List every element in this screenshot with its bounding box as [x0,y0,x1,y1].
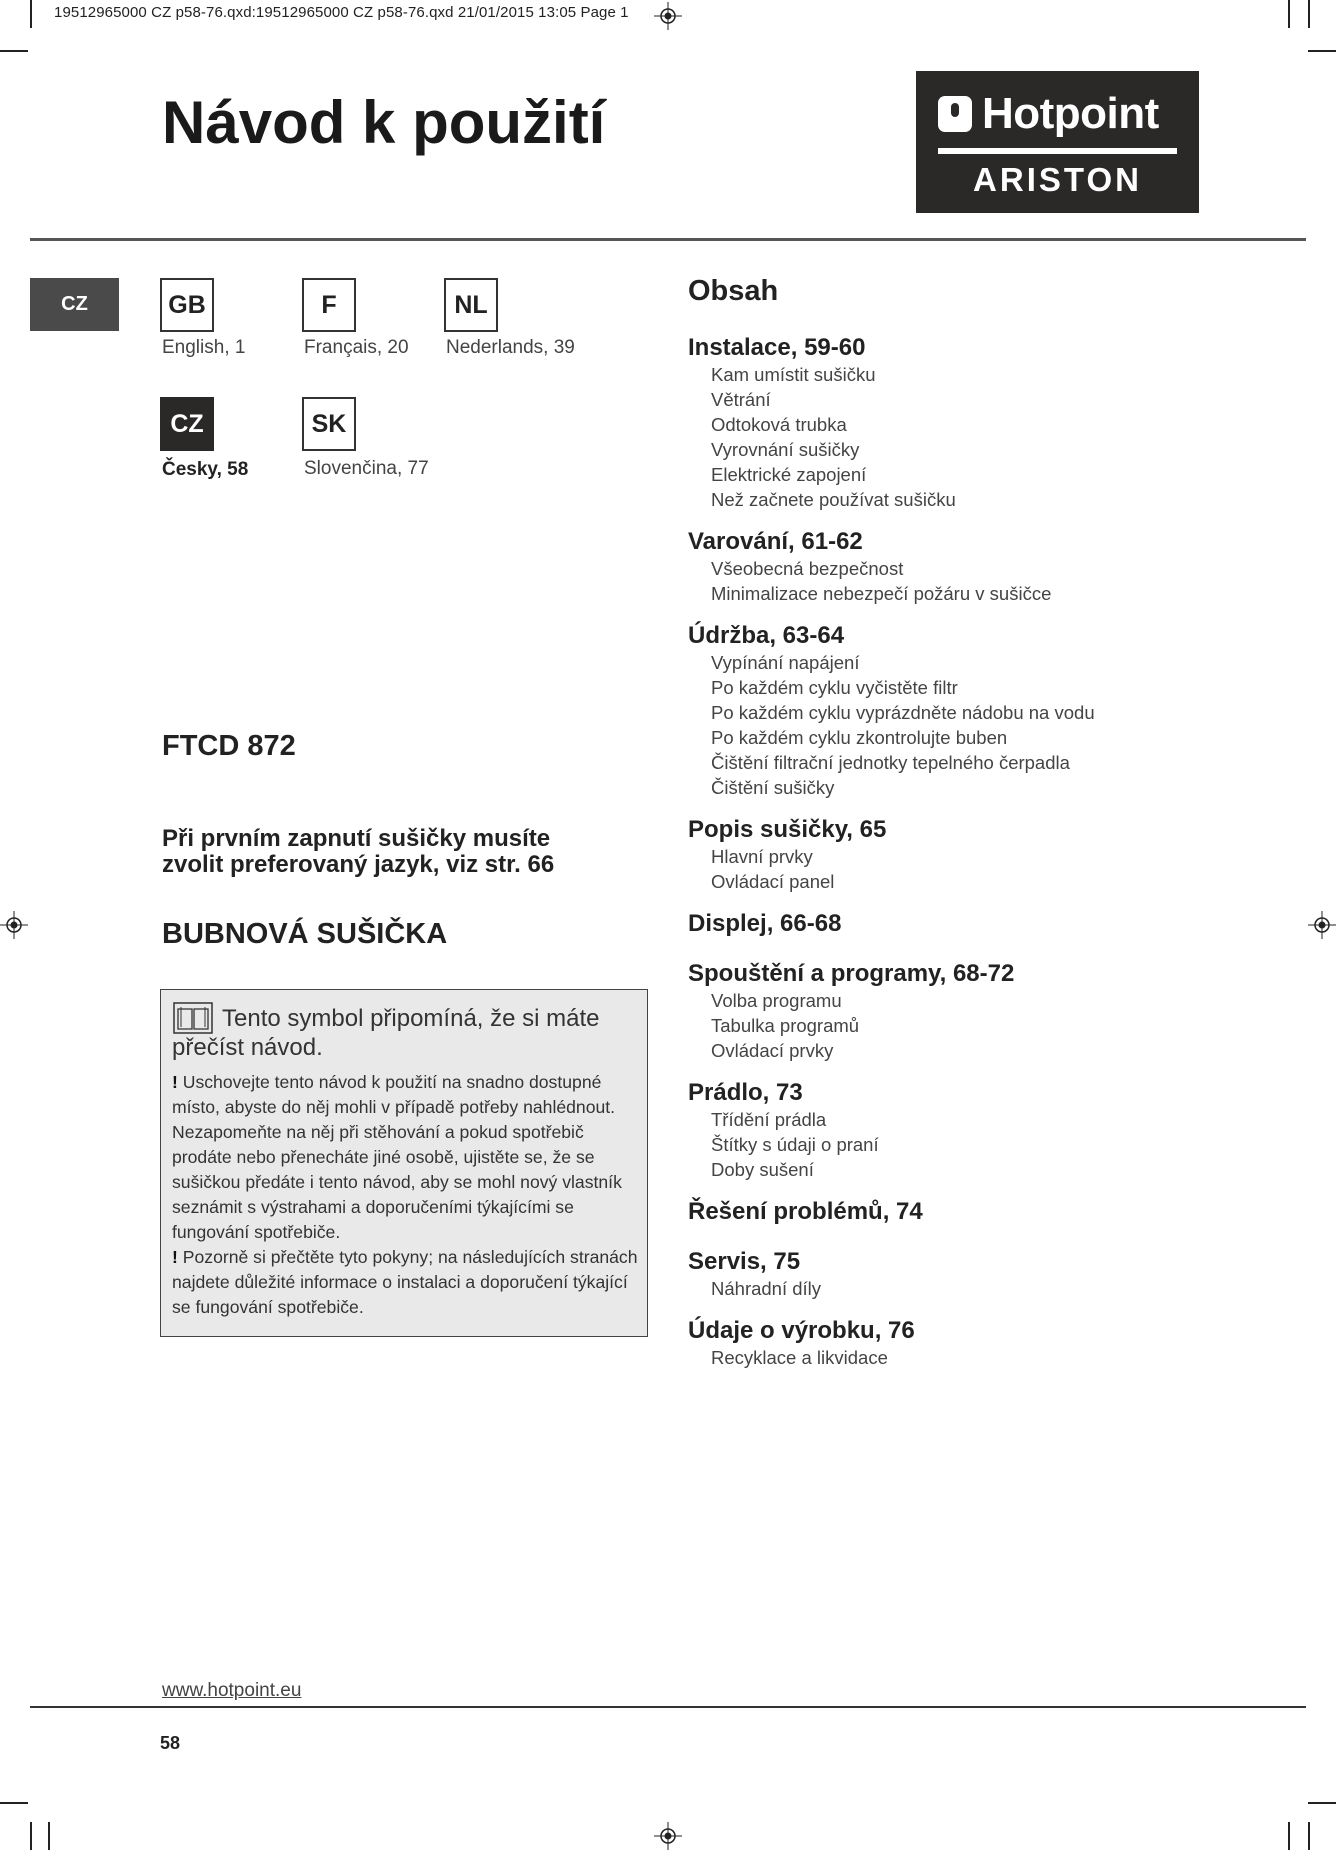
crop-mark [1288,0,1290,28]
notice-paragraph [172,1245,647,1320]
notice-lead [172,1004,632,1062]
toc-item: Vypínání napájení [711,652,860,673]
table-of-contents [688,334,1248,1386]
page-number: 58 [160,1733,181,1753]
registration-mark-icon [654,1822,682,1850]
toc-heading: Displej, 66-68 [688,910,842,937]
toc-item: Minimalizace nebezpečí požáru v sušičce [711,583,1052,604]
notice-paragraph-text: Pozorně si přečtěte tyto pokyny; na následujících stranách najdete důležité informace o instalaci a doporučení týkající se fungování spotřebiče. [172,1247,638,1317]
toc-section [688,1198,1248,1226]
toc-section [688,960,1248,1063]
toc-item: Větrání [711,389,771,410]
crop-mark [0,1802,28,1804]
toc-item: Všeobecná bezpečnost [711,558,904,579]
crop-mark [30,1822,32,1850]
crop-mark [1288,1822,1290,1850]
toc-item: Po každém cyklu vyčistěte filtr [711,677,958,698]
first-use-note [162,826,632,878]
crop-mark [48,1822,50,1850]
contents-title: Obsah [688,275,779,307]
toc-item: Ovládací panel [711,871,835,892]
toc-item: Ovládací prvky [711,1040,834,1061]
logo-brand [938,89,1159,139]
toc-item: Čištění sušičky [711,777,835,798]
notice-paragraph-text: Uschovejte tento návod k použití na snadno dostupné místo, abyste do něj mohli v případě potřeby nahlédnout. Nezapomeňte na něj při stěhování a pokud spotřebič prodáte nebo přenecháte jiné osobě, ujistěte se, že se sušičkou předáte i tento návod, aby se mohl nový vlastník seznámit s výstrahami a doporučeními týkajícími se fungování spotřebiče. [172,1072,622,1242]
brand-logo [916,71,1199,213]
lang-box-gb[interactable]: GB [160,278,214,332]
crop-mark [0,50,28,52]
toc-heading: Údaje o výrobku, 76 [688,1317,915,1344]
header-rule [30,238,1306,241]
toc-item: Odtoková trubka [711,414,847,435]
registration-mark-icon [1308,911,1336,939]
exclamation-icon: ! [172,1072,178,1092]
lang-label-sk: Slovenčina, 77 [304,458,429,479]
toc-heading: Prádlo, 73 [688,1079,803,1106]
hotpoint-logo-icon [938,96,972,132]
lang-label-nl: Nederlands, 39 [446,337,575,358]
lang-box-nl[interactable]: NL [444,278,498,332]
toc-section [688,1317,1248,1370]
lang-box-f[interactable]: F [302,278,356,332]
toc-section [688,334,1248,512]
toc-section [688,1248,1248,1301]
toc-item: Elektrické zapojení [711,464,867,485]
page-title: Návod k použití [162,89,606,156]
lang-label-gb: English, 1 [162,337,246,358]
toc-section [688,622,1248,800]
print-header: 19512965000 CZ p58-76.qxd:19512965000 CZ p58-76.qxd 21/01/2015 13:05 Page 1 [54,4,629,21]
toc-item: Kam umístit sušičku [711,364,876,385]
toc-item: Hlavní prvky [711,846,813,867]
lang-label-f: Français, 20 [304,337,409,358]
model-number: FTCD 872 [162,730,296,762]
product-type: BUBNOVÁ SUŠIČKA [162,918,448,950]
toc-item: Doby sušení [711,1159,814,1180]
toc-item: Náhradní díly [711,1278,822,1299]
toc-section [688,528,1248,606]
exclamation-icon: ! [172,1247,178,1267]
crop-mark [1308,1822,1310,1850]
notice-box [160,989,648,1337]
toc-heading: Spouštění a programy, 68-72 [688,960,1015,987]
notice-lead-line1: Tento symbol připomíná, že si máte [222,1005,600,1032]
registration-mark-icon [0,911,28,939]
toc-heading: Instalace, 59-60 [688,334,866,361]
logo-sub: ARISTON [973,161,1142,198]
first-use-line: Při prvním zapnutí sušičky musíte [162,825,551,852]
toc-item: Vyrovnání sušičky [711,439,860,460]
logo-brand-text: Hotpoint [982,89,1159,138]
first-use-line: zvolit preferovaný jazyk, viz str. 66 [162,851,555,878]
lang-label-cz: Česky, 58 [162,459,249,480]
toc-heading: Varování, 61-62 [688,528,863,555]
toc-item: Po každém cyklu zkontrolujte buben [711,727,1008,748]
toc-item: Třídění prádla [711,1109,827,1130]
toc-item: Po každém cyklu vyprázdněte nádobu na vodu [711,702,1095,723]
toc-item: Tabulka programů [711,1015,860,1036]
logo-divider [938,148,1177,154]
lang-box-sk[interactable]: SK [302,397,356,451]
notice-lead-line2: přečíst návod. [172,1034,323,1061]
footer-rule [30,1706,1306,1708]
crop-mark [1308,50,1336,52]
toc-section [688,816,1248,894]
crop-mark [1308,1802,1336,1804]
toc-heading: Popis sušičky, 65 [688,816,887,843]
toc-item: Než začnete používat sušičku [711,489,956,510]
toc-section [688,910,1248,938]
crop-mark [1308,0,1310,28]
registration-mark-icon [654,2,682,30]
language-side-tab: CZ [30,278,119,331]
notice-paragraph [172,1070,647,1245]
website-link[interactable]: www.hotpoint.eu [162,1680,302,1701]
toc-heading: Údržba, 63-64 [688,622,845,649]
toc-item: Recyklace a likvidace [711,1347,888,1368]
crop-mark [30,0,32,28]
toc-item: Čištění filtrační jednotky tepelného čerpadla [711,752,1070,773]
toc-heading: Servis, 75 [688,1248,801,1275]
toc-heading: Řešení problémů, 74 [688,1198,923,1225]
toc-section [688,1079,1248,1182]
lang-box-cz[interactable]: CZ [160,397,214,451]
toc-item: Štítky s údaji o praní [711,1134,879,1155]
toc-item: Volba programu [711,990,842,1011]
